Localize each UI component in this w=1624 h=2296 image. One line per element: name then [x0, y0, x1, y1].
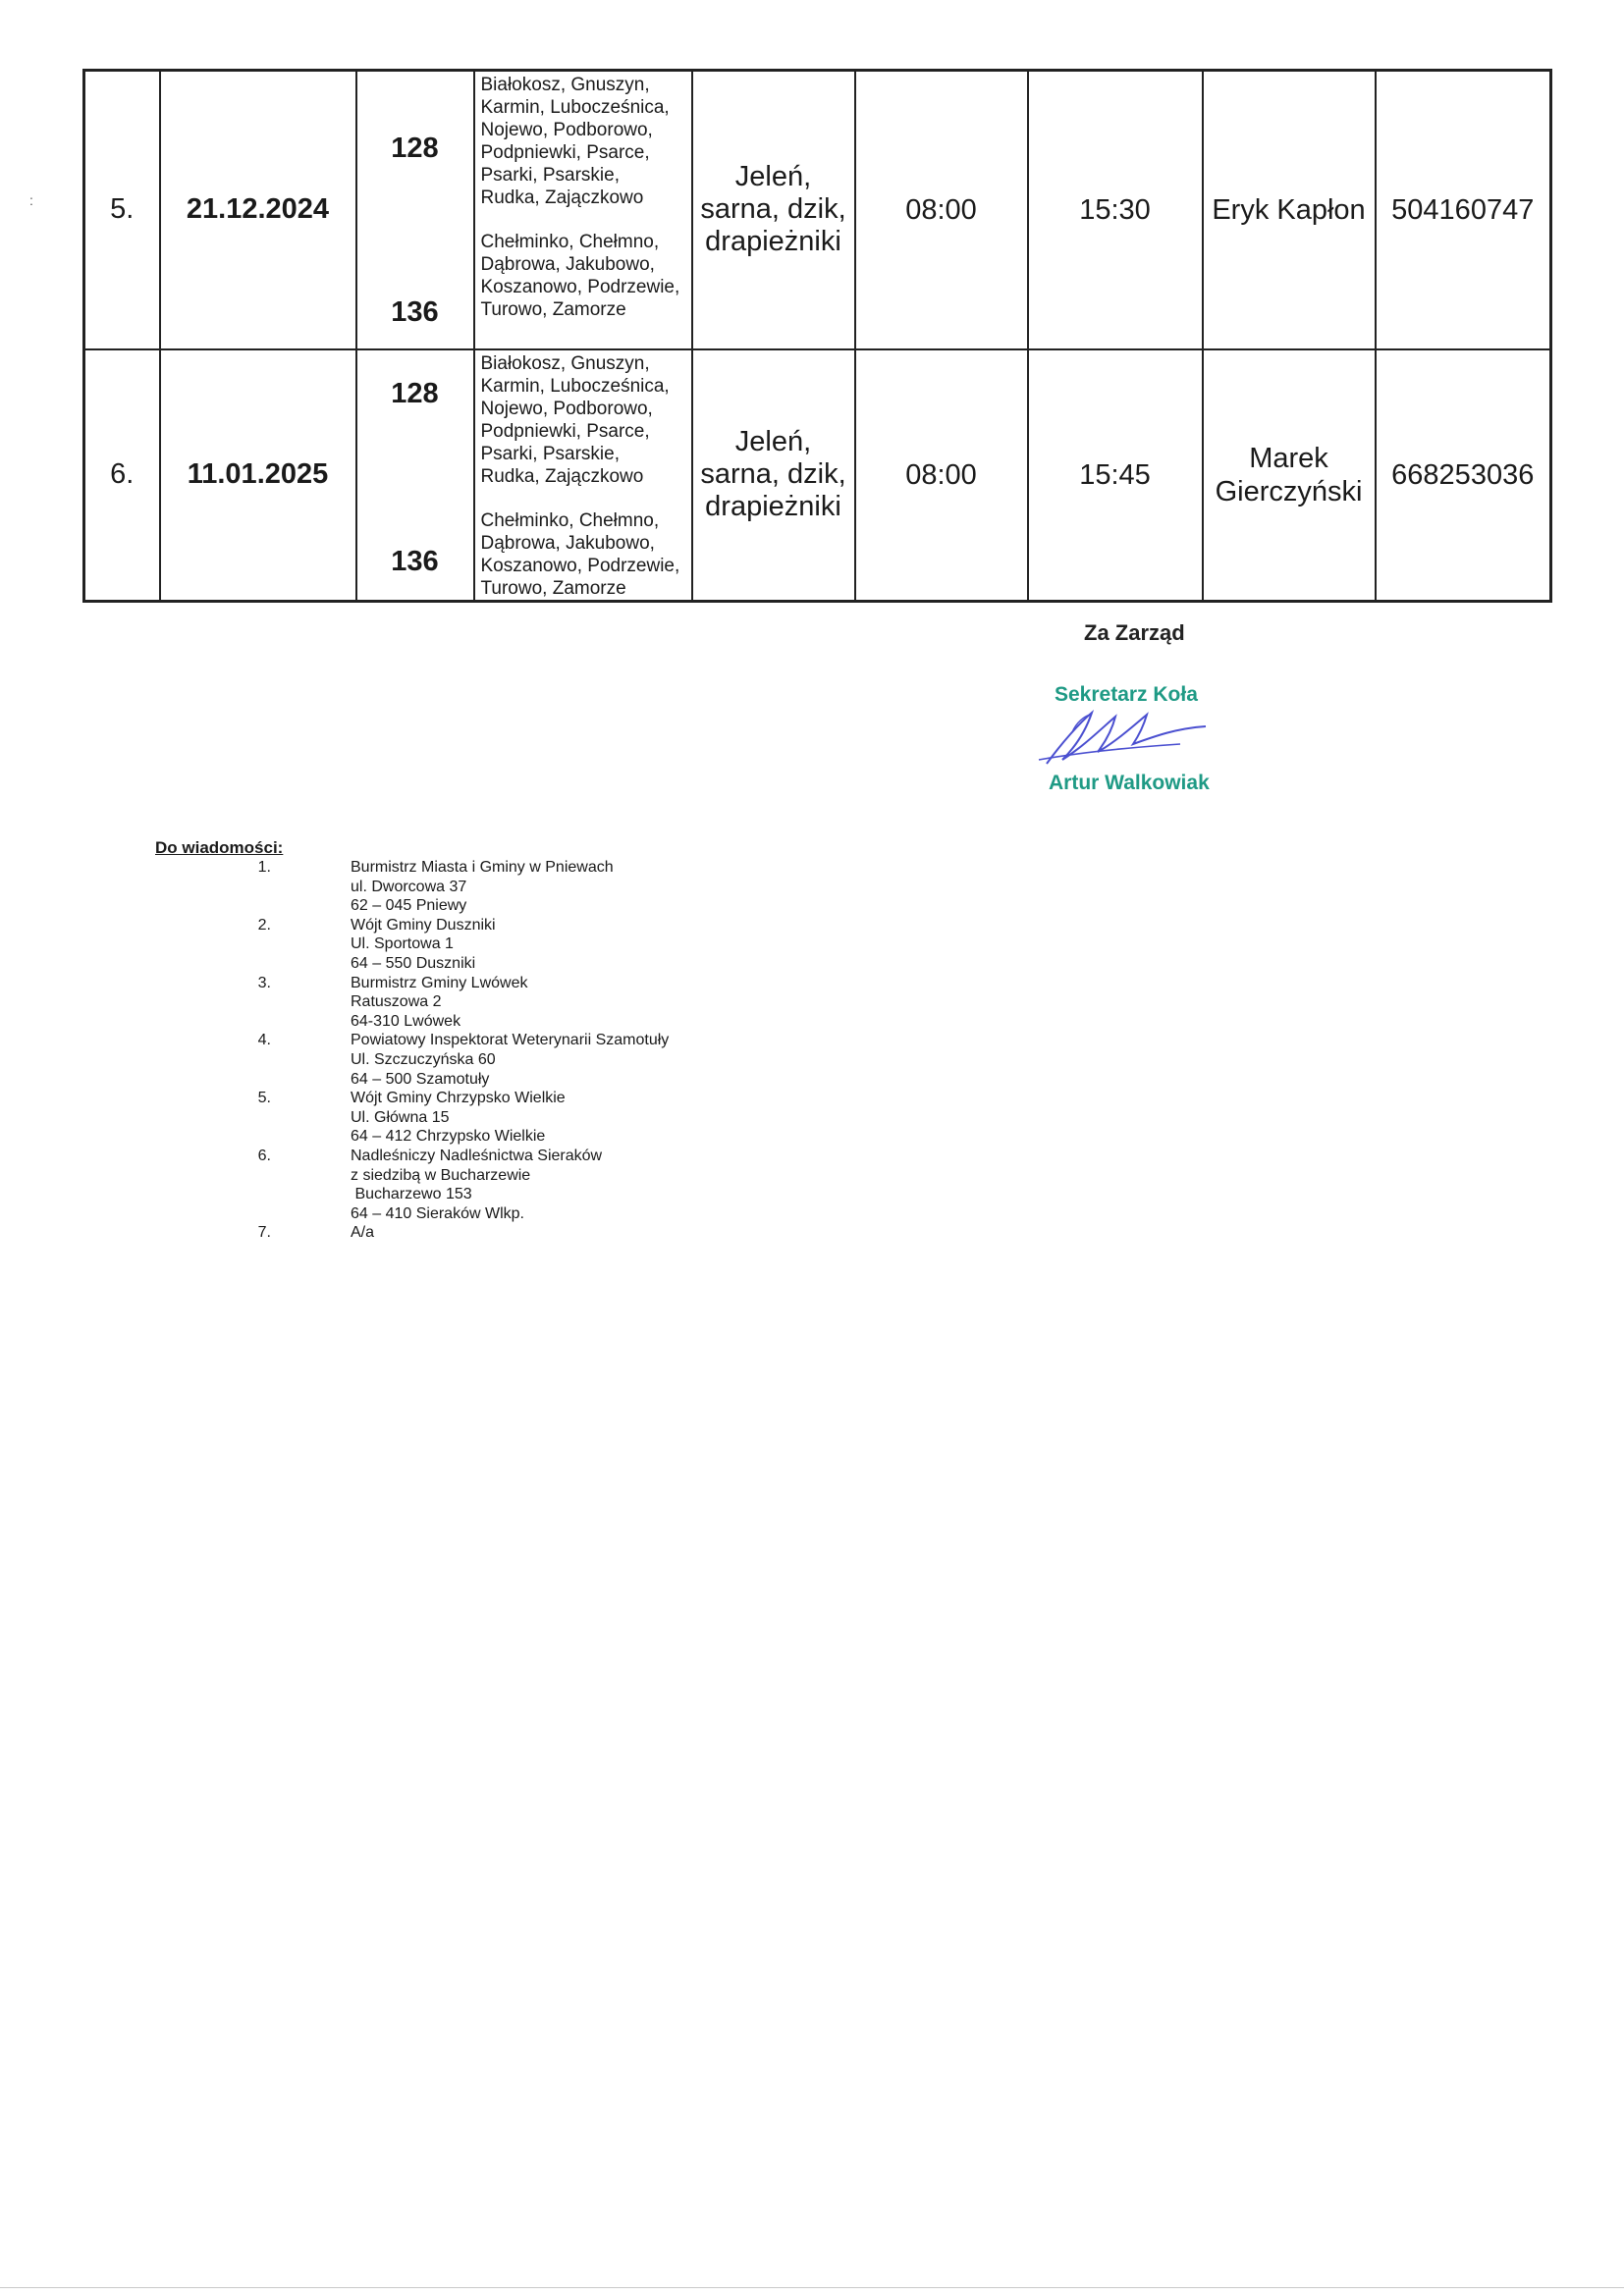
start-time: 08:00 [855, 71, 1028, 349]
address-line: Ul. Szczuczyńska 60 [351, 1050, 496, 1068]
list-item-number: 3. [257, 974, 271, 991]
list-item-address [351, 1031, 669, 1089]
leader-line: Eryk Kapłon [1212, 193, 1366, 226]
list-item-number: 1. [257, 859, 271, 876]
list-item-number: 4. [257, 1032, 271, 1049]
village-line: Chełminko, Chełmno, [480, 232, 660, 252]
village-line: Psarki, Psarskie, [480, 165, 620, 186]
address-line: Ul. Sportowa 1 [351, 935, 454, 953]
village-line: Rudka, Zajączkowo [480, 187, 644, 208]
village-line: Karmin, Lubocześnica, [480, 375, 670, 397]
address-line: A/a [351, 1224, 375, 1242]
distribution-list-title: Do wiadomości: [155, 838, 284, 857]
villages-top [481, 74, 688, 209]
villages-bottom [481, 509, 688, 600]
address-line: Burmistrz Miasta i Gminy w Pniewach [351, 859, 614, 876]
table-row [84, 71, 1551, 349]
address-line: Wójt Gminy Duszniki [351, 916, 496, 934]
species-line: sarna, dzik, [700, 458, 846, 490]
circuit-number-top: 128 [391, 133, 439, 164]
secretary-name: Artur Walkowiak [1049, 772, 1210, 794]
list-item-address [351, 1089, 566, 1147]
leader-line: Gierczyński [1215, 475, 1363, 507]
villages-cell [474, 71, 692, 349]
list-item-number: 6. [257, 1148, 271, 1164]
list-item-address [351, 1147, 602, 1223]
species-line: sarna, dzik, [700, 193, 846, 226]
address-line: ul. Dworcowa 37 [351, 878, 467, 895]
address-line: z siedzibą w Bucharzewie [351, 1166, 531, 1184]
address-line: 64-310 Lwówek [351, 1012, 461, 1030]
village-line: Chełminko, Chełmno, [480, 509, 660, 531]
village-line: Turowo, Zamorze [480, 577, 626, 599]
villages-cell [474, 349, 692, 602]
circuit-number-top: 128 [391, 377, 439, 409]
start-time: 08:00 [855, 349, 1028, 602]
address-line: 64 – 410 Sieraków Wlkp. [351, 1204, 524, 1222]
list-item-number: 2. [257, 916, 271, 934]
village-line: Dąbrowa, Jakubowo, [480, 254, 655, 275]
circuit-number-bottom: 136 [391, 295, 439, 328]
for-board-label: Za Zarząd [1084, 620, 1185, 645]
scan-edge-line [0, 2287, 1624, 2288]
address-line: Wójt Gminy Chrzypsko Wielkie [351, 1090, 566, 1107]
circuit-cell [356, 349, 474, 602]
stray-page-mark: : [29, 192, 33, 208]
row-number: 5. [84, 71, 160, 349]
list-item-number: 5. [257, 1090, 271, 1107]
village-line: Podpniewki, Psarce, [480, 142, 650, 163]
circuit-number-bottom: 136 [391, 545, 439, 577]
list-item-address [351, 858, 614, 916]
list-item-address [351, 974, 527, 1032]
hunt-schedule-table [82, 69, 1552, 603]
list-item-address [351, 1223, 374, 1243]
table-row [84, 349, 1551, 602]
village-line: Białokosz, Gnuszyn, [480, 352, 650, 374]
village-line: Koszanowo, Podrzewie, [480, 277, 680, 297]
address-line: 64 – 500 Szamotuły [351, 1070, 490, 1088]
game-species [692, 71, 855, 349]
hunt-leader [1203, 71, 1376, 349]
list-item-address [351, 916, 496, 974]
species-line: drapieżniki [705, 491, 841, 522]
village-line: Dąbrowa, Jakubowo, [480, 532, 655, 554]
circuit-cell [356, 71, 474, 349]
village-line: Białokosz, Gnuszyn, [480, 75, 650, 95]
villages-top [481, 352, 688, 488]
species-line: drapieżniki [705, 226, 841, 258]
species-line: Jeleń, [734, 426, 812, 457]
hunt-date: 11.01.2025 [160, 349, 356, 602]
address-line: Ratuszowa 2 [351, 993, 442, 1011]
village-line: Rudka, Zajączkowo [480, 465, 644, 487]
village-line: Turowo, Zamorze [480, 299, 626, 320]
address-line: Ul. Główna 15 [351, 1108, 450, 1126]
hunt-leader [1203, 349, 1376, 602]
secretary-stamp-role: Sekretarz Koła [1055, 683, 1198, 706]
game-species [692, 349, 855, 602]
address-line: 62 – 045 Pniewy [351, 897, 467, 915]
village-line: Podpniewki, Psarce, [480, 420, 650, 442]
village-line: Nojewo, Podborowo, [480, 120, 653, 140]
address-line: 64 – 550 Duszniki [351, 954, 476, 972]
end-time: 15:30 [1028, 71, 1203, 349]
village-line: Karmin, Lubocześnica, [480, 97, 670, 118]
list-item-number: 7. [257, 1224, 271, 1242]
phone-number: 668253036 [1376, 349, 1551, 602]
row-number: 6. [84, 349, 160, 602]
end-time: 15:45 [1028, 349, 1203, 602]
address-line: 64 – 412 Chrzypsko Wielkie [351, 1128, 546, 1146]
species-line: Jeleń, [734, 161, 812, 193]
village-line: Nojewo, Podborowo, [480, 398, 653, 419]
address-line: Bucharzewo 153 [351, 1186, 472, 1203]
address-line: Powiatowy Inspektorat Weterynarii Szamotuły [351, 1032, 670, 1049]
address-line: Nadleśniczy Nadleśnictwa Sieraków [351, 1148, 603, 1164]
address-line: Burmistrz Gminy Lwówek [351, 974, 528, 991]
handwritten-signature [1033, 703, 1229, 772]
leader-line: Marek [1249, 442, 1328, 474]
village-line: Psarki, Psarskie, [480, 443, 620, 464]
hunt-date: 21.12.2024 [160, 71, 356, 349]
villages-bottom [481, 231, 688, 321]
village-line: Koszanowo, Podrzewie, [480, 555, 680, 576]
phone-number: 504160747 [1376, 71, 1551, 349]
